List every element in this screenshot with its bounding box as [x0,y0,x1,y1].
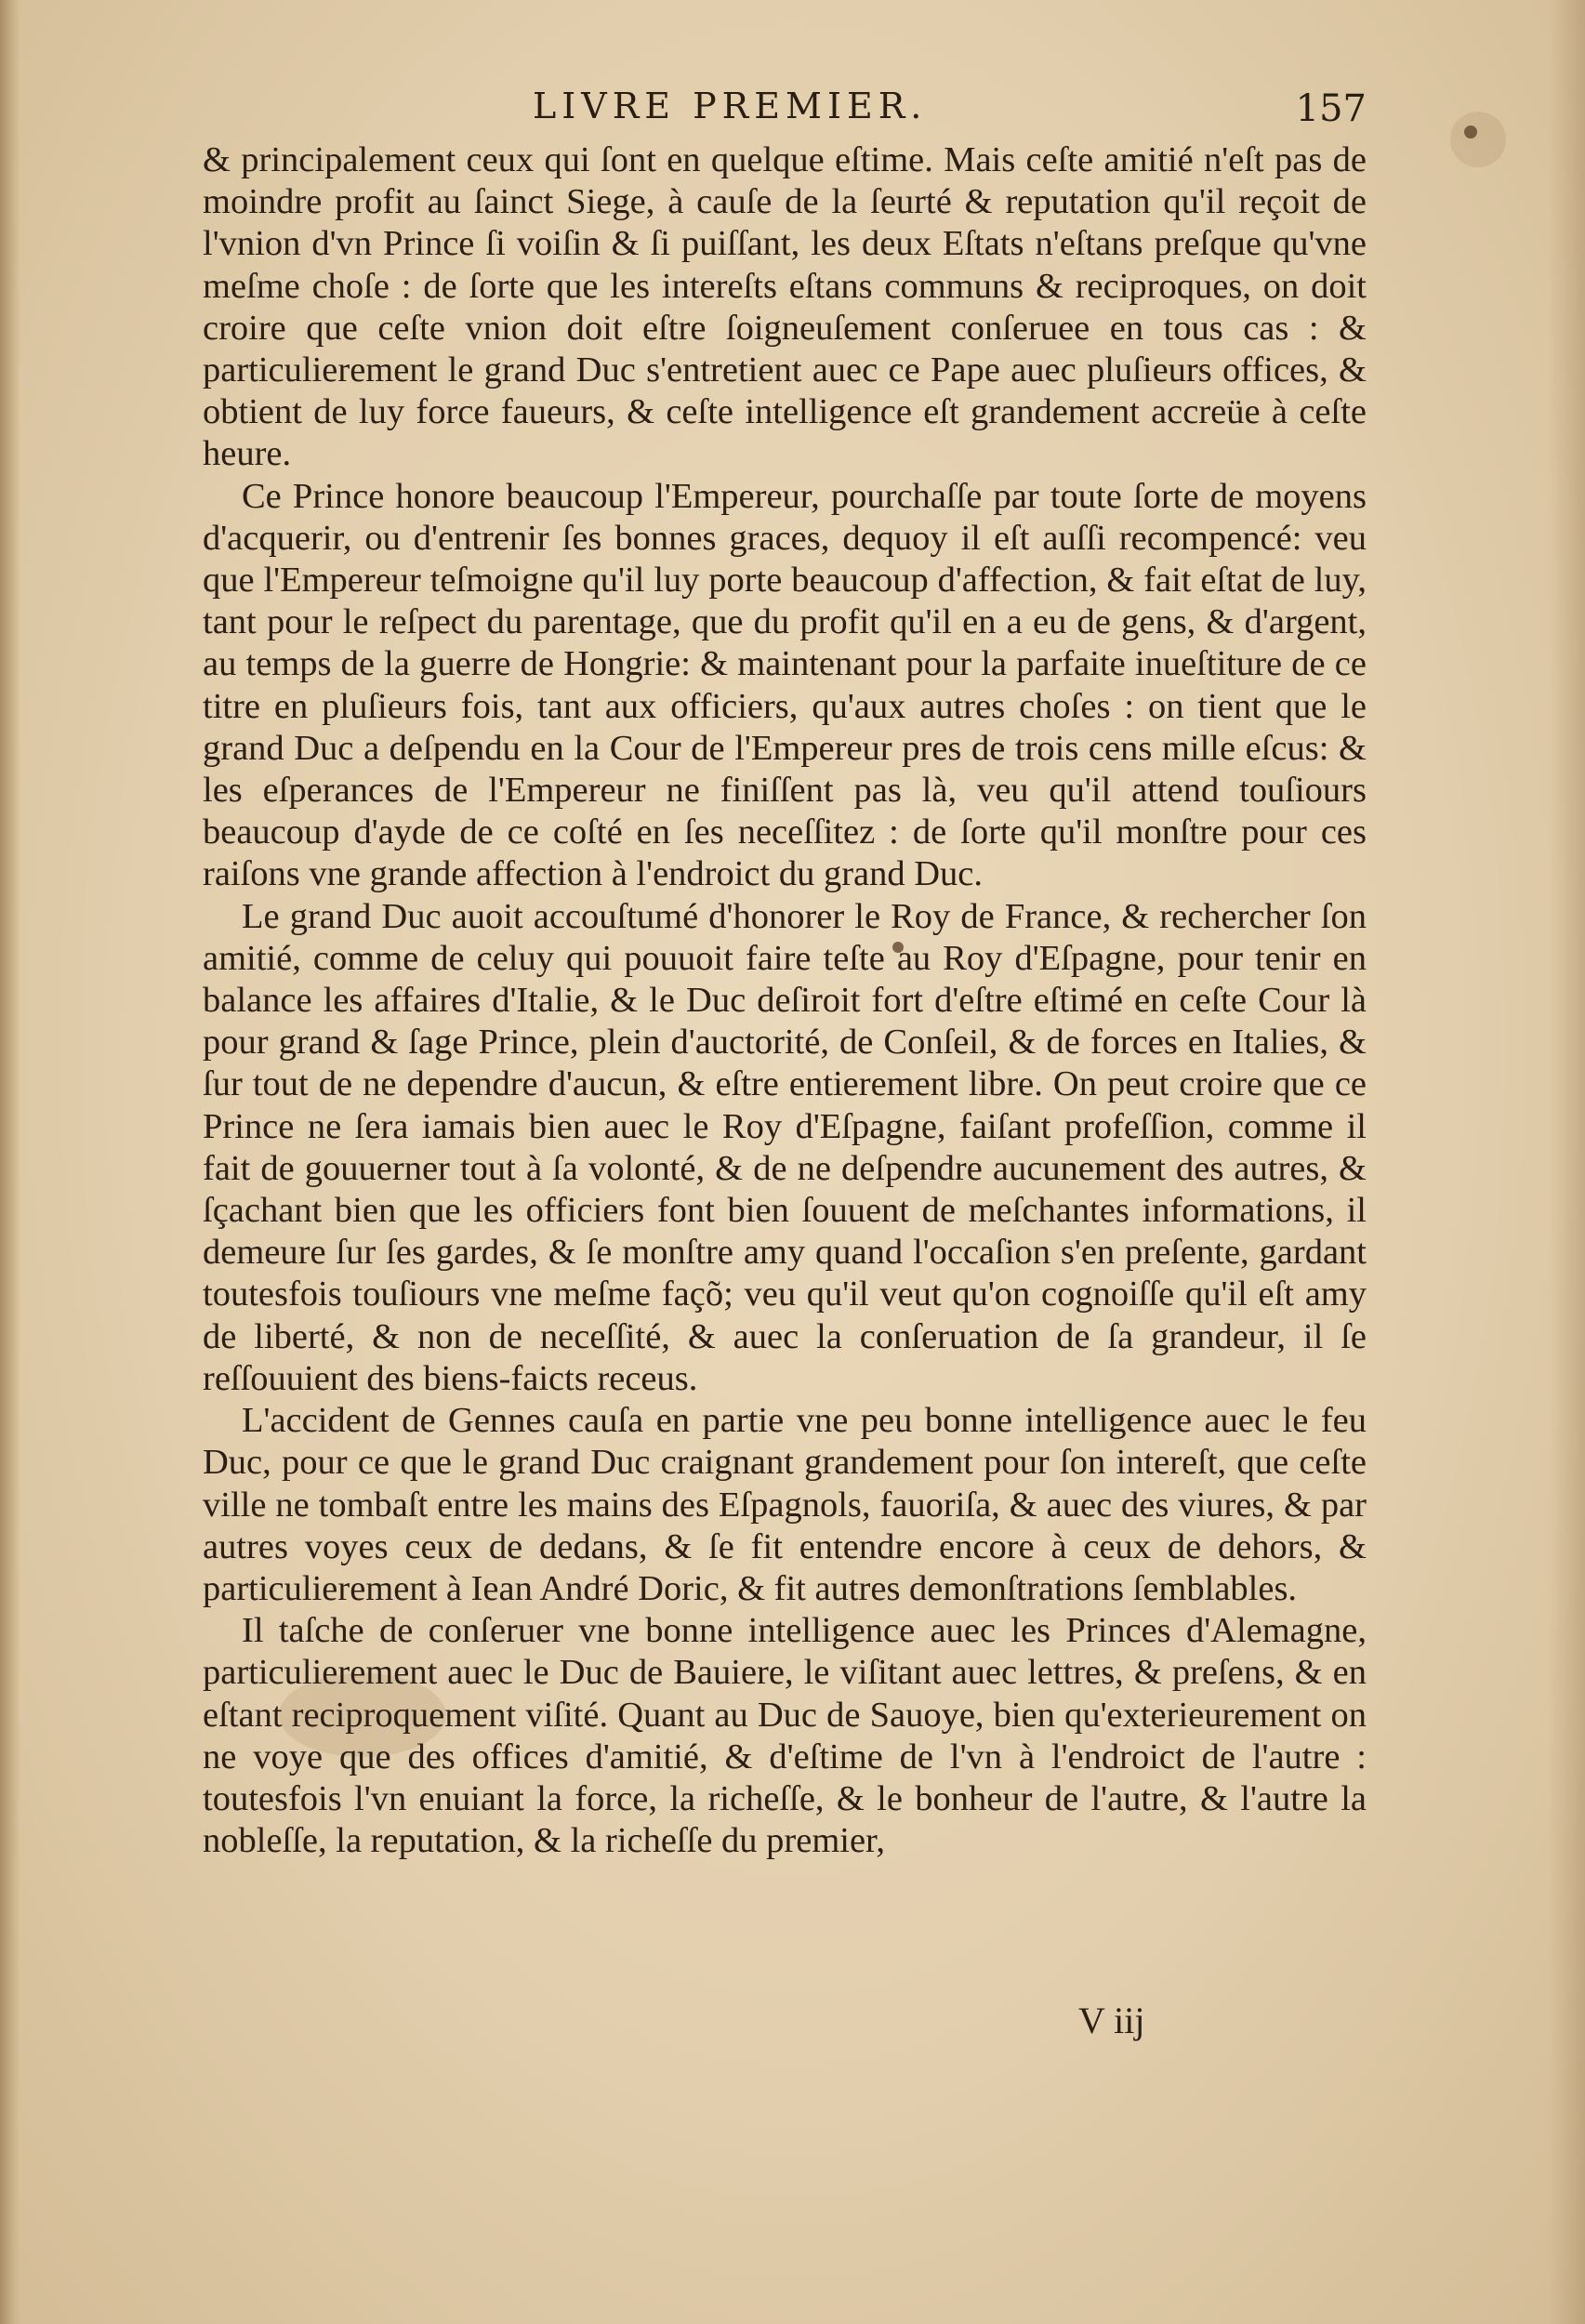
binding-gutter [0,0,20,2324]
ink-blot [1464,125,1477,139]
paper-stain [1450,112,1506,167]
page-header [203,86,1367,132]
body-text [203,139,1367,1862]
page-number: 157 [1295,87,1367,130]
running-title: LIVRE PREMIER. [533,86,928,126]
page-edge-shadow [1548,0,1585,2324]
signature-mark: V iij [1078,2000,1145,2041]
paragraph-1: & principalement ceux qui ſont en quelque eſtime. Mais ceſte amitié n'eſt pas de moindre profit au ſainct Siege, à cauſe de la ſeurté & reputation qu'il reçoit de l'vnion d'vn Prince ſi voiſin & ſi puiſſant, les deux Eſtats n'eſtans preſque qu'vne meſme choſe : de ſorte que les intereſts eſtans communs & reciproques, on doit croire que ceſte vnion doit eſtre ſoigneuſement conſeruee en tous cas : & particulierement le grand Duc s'entretient auec ce Pape auec pluſieurs offices, & obtient de luy force faueurs, & ceſte intelligence eſt grandement accreüe à ceſte heure. [203,140,1367,474]
paragraph-4: L'accident de Gennes cauſa en partie vne peu bonne intelligence auec le feu Duc, pour ce que le grand Duc craignant grandement pour ſon intereſt, que ceſte ville ne tombaſt entre les mains des Eſpagnols, fauoriſa, & auec des viures, & par autres voyes ceux de dedans, & ſe fit entendre encore à ceux de dehors, & particulierement à Iean André Doric, & fit autres demonſtrations ſemblables. [203,1401,1367,1608]
paragraph-3: Le grand Duc auoit accouſtumé d'honorer le Roy de France, & rechercher ſon amitié, comme de celuy qui pouuoit faire teſte au Roy d'Eſpagne, pour tenir en balance les affaires d'Italie, & le Duc deſiroit fort d'eſtre eſtimé en ceſte Cour là pour grand & ſage Prince, plein d'auctorité, de Conſeil, & de forces en Italies, & ſur tout de ne dependre d'aucun, & eſtre entierement libre. On peut croire que ce Prince ne ſera iamais bien auec le Roy d'Eſpagne, faiſant profeſſion, comme il fait de gouuerner tout à ſa volonté, & de ne deſpendre aucunement des autres, & ſçachant bien que les officiers font bien ſouuent de meſchantes informations, il demeure ſur ſes gardes, & ſe monſtre amy quand l'occaſion s'en preſente, gardant toutesfois touſiours vne meſme façõ; veu qu'il veut qu'on cognoiſſe qu'il eſt amy de liberté, & non de neceſſité, & auec la conſeruation de ſa grandeur, il ſe reſſouuient des biens-faicts receus. [203,896,1367,1398]
paragraph-2: Ce Prince honore beaucoup l'Empereur, pourchaſſe par toute ſorte de moyens d'acquerir, ou d'entrenir ſes bonnes graces, dequoy il eſt auſſi recompencé: veu que l'Empereur teſmoigne qu'il luy porte beaucoup d'affection, & fait eſtat de luy, tant pour le reſpect du parentage, que du profit qu'il en a eu de gens, & d'argent, au temps de la guerre de Hongrie: & maintenant pour la parfaite inueſtiture de ce titre en pluſieurs fois, tant aux officiers, qu'aux autres choſes : on tient que le grand Duc a deſpendu en la Cour de l'Empereur pres de trois cens mille eſcus: & les eſperances de l'Empereur ne finiſſent pas là, veu qu'il attend touſiours beaucoup d'ayde de ce coſté en ſes neceſſitez : de ſorte qu'il monſtre pour ces raiſons vne grande affection à l'endroict du grand Duc. [203,476,1367,894]
paragraph-5: Il taſche de conſeruer vne bonne intelligence auec les Princes d'Alemagne, particulierement auec le Duc de Bauiere, le viſitant auec lettres, & preſens, & en eſtant reciproquement viſité. Quant au Duc de Sauoye, bien qu'exterieurement on ne voye que des offices d'amitié, & d'eſtime de l'vn à l'endroict de l'autre : toutesfois l'vn enuiant la force, la richeſſe, & le bonheur de l'autre, & l'autre la nobleſſe, la reputation, & la richeſſe du premier, [203,1611,1367,1861]
